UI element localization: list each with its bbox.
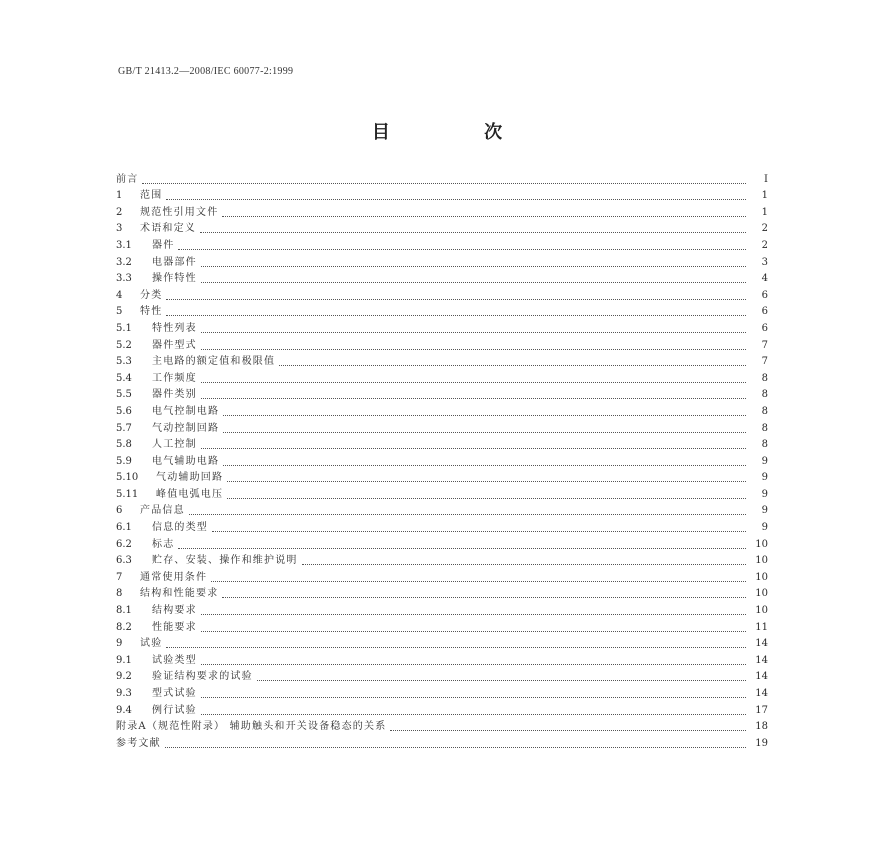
toc-entry-title: 分类 (140, 289, 163, 301)
toc-entry-page: 6 (761, 289, 768, 301)
toc-entry-title: 通常使用条件 (140, 571, 208, 583)
toc-entry-number: 9.4 (116, 704, 132, 716)
toc-entry (116, 451, 768, 468)
toc-entry-number: 3.3 (116, 273, 132, 285)
toc-entry-number: 5.1 (116, 322, 132, 334)
toc-entry-number: 5.8 (116, 439, 132, 451)
toc-entry-title: 器件类别 (152, 389, 197, 401)
toc-entry-number: 3.1 (116, 239, 132, 251)
toc-entry-page: 8 (761, 389, 768, 401)
toc-entry-number: 9.2 (116, 671, 132, 683)
toc-entry-page: 9 (761, 488, 768, 500)
toc-entry (116, 567, 768, 584)
toc-entry-title: 峰值电弧电压 (156, 488, 224, 500)
page-title: 目 次 (371, 122, 547, 143)
toc-entry (116, 517, 768, 534)
toc-entry-title: 术语和定义 (140, 223, 196, 235)
toc-entry-number: 8.1 (116, 605, 132, 617)
toc-entry (116, 318, 768, 335)
toc-entry-title: 例行试验 (152, 704, 197, 716)
toc-entry-number: 8.2 (116, 621, 132, 633)
toc-entry-page: 9 (761, 472, 768, 484)
toc-entry-title: 标志 (152, 538, 175, 550)
toc-entry-page: 4 (761, 273, 768, 285)
toc-entry (116, 252, 768, 269)
toc-entry-number: 8 (116, 588, 123, 600)
dot-leader (201, 381, 746, 383)
toc-entry-title: 特性 (140, 306, 163, 318)
toc-entry-number: 9 (116, 638, 123, 650)
toc-entry (116, 435, 768, 452)
toc-entry-page: 6 (761, 322, 768, 334)
toc-entry-number: 5.3 (116, 356, 132, 368)
toc-entry-title: 电气辅助电路 (152, 455, 220, 467)
dot-leader (201, 663, 746, 665)
table-of-contents (116, 169, 768, 750)
toc-entry-title: 电器部件 (152, 256, 197, 268)
toc-entry-number: 5.10 (116, 472, 139, 484)
toc-entry-page: 7 (761, 356, 768, 368)
toc-entry-page: 10 (755, 555, 768, 567)
toc-entry-number: 5.5 (116, 389, 132, 401)
toc-entry-number: 2 (116, 206, 123, 218)
toc-entry-number: 1 (116, 190, 123, 202)
dot-leader (166, 198, 746, 200)
toc-entry-title: 验证结构要求的试验 (152, 671, 253, 683)
toc-entry-title: 附录A（规范性附录） 辅助触头和开关设备稳态的关系 (116, 721, 387, 733)
toc-entry-title: 电气控制电路 (152, 405, 220, 417)
toc-entry-page: 14 (755, 638, 768, 650)
dot-leader (201, 397, 746, 399)
toc-entry (116, 401, 768, 418)
toc-entry-title: 操作特性 (152, 273, 197, 285)
toc-entry (116, 617, 768, 634)
dot-leader (166, 314, 746, 316)
toc-entry-number: 5 (116, 306, 123, 318)
toc-entry (116, 717, 768, 734)
toc-entry-number: 6.3 (116, 555, 132, 567)
toc-entry (116, 634, 768, 651)
toc-entry-page: 19 (755, 737, 768, 749)
toc-entry-number: 9.1 (116, 654, 132, 666)
toc-entry-title: 工作频度 (152, 372, 197, 384)
toc-entry (116, 584, 768, 601)
dot-leader (222, 215, 746, 217)
toc-entry (116, 484, 768, 501)
toc-entry-title: 型式试验 (152, 688, 197, 699)
dot-leader (257, 679, 746, 681)
toc-entry-title: 结构和性能要求 (140, 588, 219, 600)
toc-entry-title: 前言 (116, 173, 139, 185)
toc-entry (116, 468, 768, 485)
toc-entry-number: 6.2 (116, 538, 132, 550)
toc-entry (116, 219, 768, 236)
dot-leader (279, 364, 746, 366)
toc-entry-page: 6 (761, 306, 768, 318)
dot-leader (227, 480, 746, 482)
dot-leader (223, 414, 746, 416)
toc-entry-title: 人工控制 (152, 439, 197, 451)
toc-entry (116, 700, 768, 717)
toc-entry-title: 气动控制回路 (152, 422, 220, 434)
toc-entry-title: 规范性引用文件 (140, 206, 219, 218)
toc-entry (116, 600, 768, 617)
toc-entry-title: 信息的类型 (152, 522, 208, 534)
toc-entry (116, 169, 768, 186)
standard-code-header: GB/T 21413.2—2008/IEC 60077-2:1999 (118, 66, 294, 77)
toc-entry (116, 650, 768, 667)
dot-leader (223, 431, 746, 433)
toc-entry-title: 结构要求 (152, 605, 197, 617)
dot-leader (201, 265, 746, 267)
toc-entry-page: 7 (761, 339, 768, 351)
dot-leader (201, 630, 746, 632)
toc-entry-number: 6 (116, 505, 123, 517)
toc-entry-page: 11 (755, 621, 768, 633)
toc-entry (116, 352, 768, 369)
toc-entry-title: 性能要求 (152, 621, 197, 633)
dot-leader (390, 729, 746, 731)
toc-entry-number: 5.4 (116, 372, 132, 384)
toc-entry-page: 14 (755, 671, 768, 683)
dot-leader (189, 513, 746, 515)
toc-entry-number: 3.2 (116, 256, 132, 268)
toc-entry-title: 贮存、安装、操作和维护说明 (152, 555, 298, 567)
dot-leader (201, 281, 746, 283)
toc-entry (116, 733, 768, 750)
toc-entry-page: 10 (755, 605, 768, 617)
toc-entry-title: 器件型式 (152, 339, 197, 351)
toc-entry-page: 17 (755, 704, 768, 716)
toc-entry-title: 器件 (152, 239, 175, 251)
toc-entry-title: 主电路的额定值和极限值 (152, 356, 276, 368)
dot-leader (302, 563, 746, 565)
toc-entry-title: 范围 (140, 190, 163, 202)
dot-leader (166, 298, 746, 300)
toc-entry-number: 5.11 (116, 488, 139, 500)
toc-entry-page: 2 (761, 223, 768, 235)
toc-entry-number: 5.9 (116, 455, 132, 467)
toc-entry (116, 285, 768, 302)
toc-entry-page: 18 (755, 721, 768, 733)
toc-entry (116, 683, 768, 700)
toc-entry-page: I (764, 173, 768, 185)
dot-leader (212, 530, 746, 532)
toc-entry-number: 9.3 (116, 688, 132, 699)
toc-entry-page: 2 (761, 239, 768, 251)
dot-leader (223, 464, 746, 466)
toc-entry (116, 368, 768, 385)
toc-entry-page: 9 (761, 505, 768, 517)
dot-leader (201, 613, 746, 615)
toc-entry-title: 气动辅助回路 (156, 472, 224, 484)
toc-entry-page: 3 (761, 256, 768, 268)
toc-entry-page: 10 (755, 571, 768, 583)
toc-entry-page: 9 (761, 455, 768, 467)
toc-entry-title: 试验 (140, 638, 163, 650)
dot-leader (178, 248, 746, 250)
toc-entry-page: 10 (755, 588, 768, 600)
dot-leader (201, 696, 746, 698)
toc-entry-title: 参考文献 (116, 737, 161, 749)
toc-entry-title: 特性列表 (152, 322, 197, 334)
dot-leader (201, 713, 746, 715)
dot-leader (166, 646, 746, 648)
toc-entry-title: 产品信息 (140, 505, 185, 517)
toc-entry-page: 8 (761, 372, 768, 384)
dot-leader (142, 182, 746, 184)
toc-entry-number: 5.7 (116, 422, 132, 434)
toc-entry (116, 667, 768, 684)
toc-entry (116, 385, 768, 402)
toc-entry (116, 418, 768, 435)
toc-entry (116, 202, 768, 219)
toc-entry (116, 302, 768, 319)
toc-entry-number: 5.6 (116, 405, 132, 417)
dot-leader (201, 331, 746, 333)
dot-leader (201, 348, 746, 350)
toc-entry (116, 534, 768, 551)
toc-entry (116, 186, 768, 203)
toc-entry (116, 335, 768, 352)
toc-entry (116, 235, 768, 252)
toc-entry-number: 7 (116, 571, 123, 583)
dot-leader (165, 746, 746, 748)
toc-entry-page: 10 (755, 538, 768, 550)
toc-entry-page: 14 (755, 654, 768, 666)
toc-entry-number: 5.2 (116, 339, 132, 351)
toc-entry-number: 4 (116, 289, 123, 301)
dot-leader (227, 497, 746, 499)
toc-entry-number: 6.1 (116, 522, 132, 534)
toc-entry-page: 8 (761, 439, 768, 451)
toc-entry-number: 3 (116, 223, 123, 235)
toc-entry (116, 551, 768, 568)
toc-entry-page: 1 (761, 190, 768, 202)
toc-entry-page: 14 (755, 688, 768, 699)
toc-entry-title: 试验类型 (152, 654, 197, 666)
toc-entry-page: 8 (761, 405, 768, 417)
toc-entry (116, 269, 768, 286)
dot-leader (201, 447, 746, 449)
toc-entry-page: 9 (761, 522, 768, 534)
toc-entry-page: 1 (761, 206, 768, 218)
dot-leader (200, 231, 746, 233)
toc-entry (116, 501, 768, 518)
dot-leader (211, 580, 746, 582)
toc-entry-page: 8 (761, 422, 768, 434)
dot-leader (222, 596, 746, 598)
dot-leader (178, 547, 746, 549)
